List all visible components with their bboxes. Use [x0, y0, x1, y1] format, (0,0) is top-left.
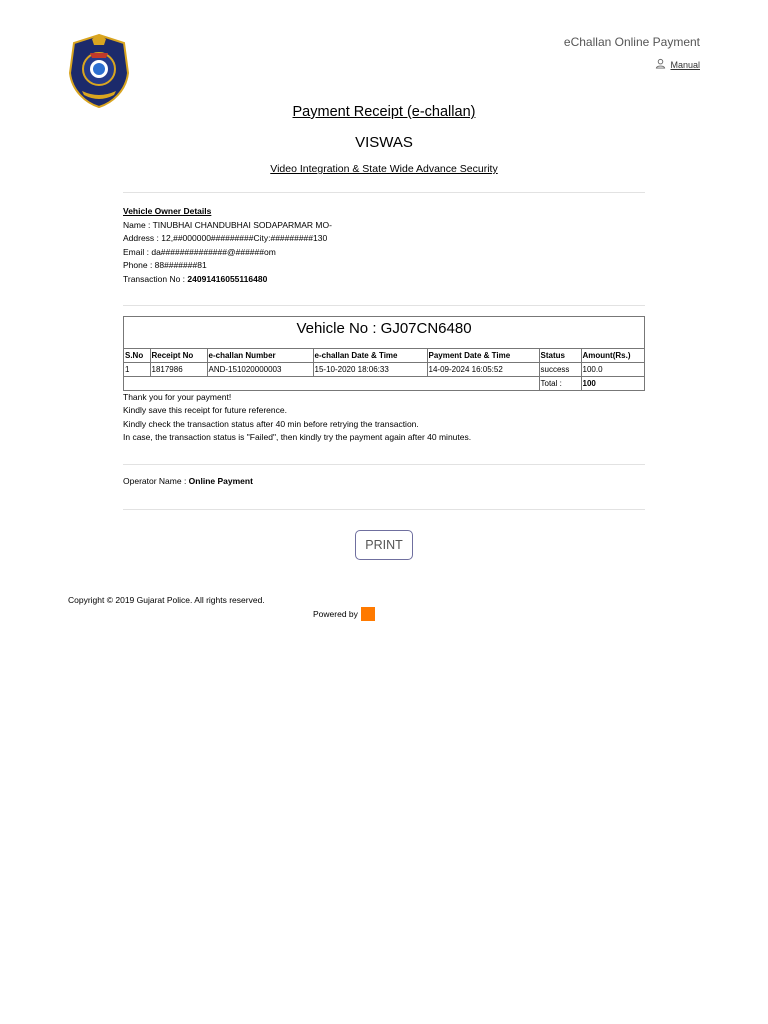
owner-phone: 88#######81: [154, 260, 207, 271]
owner-phone-row: [123, 259, 332, 273]
powered-by: [313, 607, 375, 621]
owner-address-label: Address :: [123, 233, 162, 244]
column-header: Status: [539, 349, 581, 363]
note-line: Kindly save this receipt for future reference.: [123, 405, 287, 416]
owner-address: 12,##000000#########City:#########130: [161, 233, 328, 244]
table-cell: 15-10-2020 18:06:33: [313, 363, 427, 377]
transaction-table: [124, 349, 644, 390]
note-line: Thank you for your payment!: [123, 392, 232, 402]
table-cell: 1: [124, 363, 150, 377]
owner-name: TINUBHAI CHANDUBHAI SODAPARMAR MO-: [152, 219, 332, 230]
user-manual-icon: [655, 58, 666, 71]
owner-email-label: Email :: [123, 246, 152, 257]
org-name: VISWAS: [355, 134, 413, 151]
transaction-label: Transaction No :: [123, 273, 188, 284]
operator-label: Operator Name :: [123, 476, 189, 486]
table-header-row: [124, 349, 644, 363]
owner-name-label: Name :: [123, 219, 153, 230]
column-header: Payment Date & Time: [427, 349, 539, 363]
table-total-spacer: [124, 377, 539, 391]
receipt-title: Payment Receipt (e-challan): [292, 104, 476, 120]
note-line: Kindly check the transaction status after 40 min before retrying the transaction.: [123, 418, 419, 429]
print-button[interactable]: PRINT: [355, 530, 413, 560]
owner-details-heading: Vehicle Owner Details: [123, 206, 212, 216]
column-header: e-challan Number: [207, 349, 313, 363]
manual-label: Manual: [670, 59, 700, 70]
table-row: [124, 363, 644, 377]
owner-phone-label: Phone :: [123, 260, 155, 271]
table-cell: success: [539, 363, 581, 377]
table-cell: AND-151020000003: [207, 363, 313, 377]
copyright-text: Copyright © 2019 Gujarat Police. All rights reserved.: [68, 595, 265, 605]
operator-name: Online Payment: [188, 476, 253, 486]
divider: [123, 192, 645, 193]
org-tagline: Video Integration & State Wide Advance Security: [270, 163, 498, 175]
gujarat-police-logo: [68, 33, 130, 109]
operator-row: [123, 476, 253, 486]
app-name: eChallan Online Payment: [563, 35, 700, 49]
transaction-number: 24091416055116480: [187, 273, 268, 284]
table-cell: 1817986: [150, 363, 207, 377]
divider: [123, 305, 645, 306]
receipt-table-box: [123, 316, 645, 391]
column-header: Receipt No: [150, 349, 207, 363]
table-total-row: [124, 377, 644, 391]
vehicle-number: Vehicle No : GJ07CN6480: [124, 317, 644, 349]
payment-notes: [123, 391, 471, 445]
total-label: Total :: [539, 377, 581, 391]
column-header: S.No: [124, 349, 150, 363]
column-header: Amount(Rs.): [581, 349, 644, 363]
note-line: In case, the transaction status is "Failed", then kindly try the payment again after 40 minutes.: [123, 432, 472, 443]
powered-by-label: Powered by: [313, 609, 358, 619]
total-value: 100: [581, 377, 644, 391]
table-cell: 14-09-2024 16:05:52: [427, 363, 539, 377]
owner-name-row: [123, 219, 332, 233]
owner-email: da##############@######om: [151, 246, 276, 257]
divider: [123, 509, 645, 510]
manual-link[interactable]: [655, 58, 700, 71]
vendor-logo[interactable]: [361, 607, 375, 621]
column-header: e-challan Date & Time: [313, 349, 427, 363]
owner-address-row: [123, 232, 332, 246]
owner-email-row: [123, 246, 332, 260]
divider: [123, 464, 645, 465]
transaction-row: [123, 273, 332, 287]
table-cell: 100.0: [581, 363, 644, 377]
owner-details: [123, 205, 332, 287]
